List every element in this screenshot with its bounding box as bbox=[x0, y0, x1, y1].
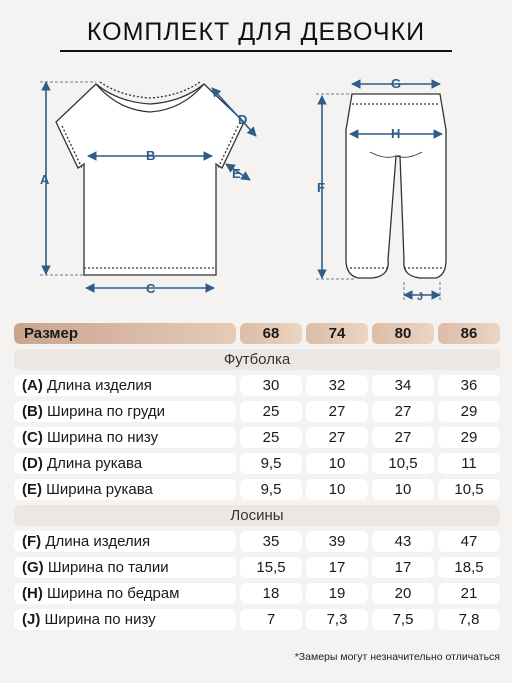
row-code: (A) bbox=[22, 377, 43, 394]
table-cell: 27 bbox=[306, 401, 368, 422]
table-cell: 18,5 bbox=[438, 557, 500, 578]
row-code: (G) bbox=[22, 559, 44, 576]
row-text: Ширина по талии bbox=[43, 559, 169, 576]
table-cell: 32 bbox=[306, 375, 368, 396]
size-table bbox=[10, 318, 504, 635]
table-cell: 11 bbox=[438, 453, 500, 474]
table-cell: 7 bbox=[240, 609, 302, 630]
table-cell: 19 bbox=[306, 583, 368, 604]
size-header-label: Размер bbox=[14, 323, 236, 344]
page-title: КОМПЛЕКТ ДЛЯ ДЕВОЧКИ bbox=[86, 18, 426, 46]
row-text: Ширина по груди bbox=[42, 403, 166, 420]
row-code: (J) bbox=[22, 611, 41, 628]
row-label bbox=[14, 479, 236, 500]
table-cell: 7,8 bbox=[438, 609, 500, 630]
table-cell: 27 bbox=[372, 401, 434, 422]
row-code: (F) bbox=[22, 533, 42, 550]
dim-c-label: C bbox=[146, 281, 156, 296]
row-code: (H) bbox=[22, 585, 43, 602]
table-cell: 29 bbox=[438, 427, 500, 448]
row-text: Ширина по низу bbox=[40, 611, 156, 628]
table-row bbox=[14, 557, 500, 578]
size-diagram bbox=[0, 60, 512, 310]
table-cell: 27 bbox=[372, 427, 434, 448]
dim-g-label: G bbox=[391, 76, 402, 91]
row-code: (D) bbox=[22, 455, 43, 472]
table-cell: 9,5 bbox=[240, 453, 302, 474]
row-text: Длина рукава bbox=[42, 455, 143, 472]
dim-a-label: A bbox=[40, 172, 50, 187]
table-row bbox=[14, 479, 500, 500]
table-cell: 10 bbox=[372, 479, 434, 500]
table-row bbox=[14, 531, 500, 552]
title-underline bbox=[60, 50, 452, 52]
table-cell: 21 bbox=[438, 583, 500, 604]
row-label bbox=[14, 583, 236, 604]
size-header-86: 86 bbox=[438, 323, 500, 344]
table-cell: 34 bbox=[372, 375, 434, 396]
row-label bbox=[14, 427, 236, 448]
row-label bbox=[14, 609, 236, 630]
table-cell: 20 bbox=[372, 583, 434, 604]
table-cell: 25 bbox=[240, 427, 302, 448]
row-code: (E) bbox=[22, 481, 42, 498]
table-cell: 10 bbox=[306, 453, 368, 474]
row-label bbox=[14, 375, 236, 396]
table-cell: 30 bbox=[240, 375, 302, 396]
dim-j-label: J bbox=[417, 291, 424, 303]
row-text: Ширина по низу bbox=[42, 429, 159, 446]
table-row bbox=[14, 375, 500, 396]
size-header-74: 74 bbox=[306, 323, 368, 344]
row-label bbox=[14, 531, 236, 552]
row-label bbox=[14, 453, 236, 474]
row-text: Ширина рукава bbox=[42, 481, 153, 498]
table-cell: 7,5 bbox=[372, 609, 434, 630]
section-leggings: Лосины bbox=[14, 505, 500, 526]
dim-d-label: D bbox=[238, 112, 248, 127]
table-cell: 47 bbox=[438, 531, 500, 552]
table-cell: 27 bbox=[306, 427, 368, 448]
table-cell: 25 bbox=[240, 401, 302, 422]
section-tshirt: Футболка bbox=[14, 349, 500, 370]
table-cell: 36 bbox=[438, 375, 500, 396]
dim-e-label: E bbox=[232, 166, 241, 181]
dim-f-label: F bbox=[317, 180, 325, 195]
table-row bbox=[14, 401, 500, 422]
row-code: (B) bbox=[22, 403, 43, 420]
table-row bbox=[14, 609, 500, 630]
row-code: (C) bbox=[22, 429, 43, 446]
table-cell: 29 bbox=[438, 401, 500, 422]
table-cell: 43 bbox=[372, 531, 434, 552]
dim-b-label: B bbox=[146, 148, 156, 163]
table-cell: 39 bbox=[306, 531, 368, 552]
table-row bbox=[14, 453, 500, 474]
table-cell: 15,5 bbox=[240, 557, 302, 578]
table-cell: 17 bbox=[306, 557, 368, 578]
table-cell: 17 bbox=[372, 557, 434, 578]
row-text: Ширина по бедрам bbox=[42, 585, 180, 602]
row-text: Длина изделия bbox=[41, 533, 151, 550]
dim-h-label: H bbox=[391, 126, 401, 141]
table-cell: 10,5 bbox=[372, 453, 434, 474]
table-header-row bbox=[14, 323, 500, 344]
row-label bbox=[14, 401, 236, 422]
row-text: Длина изделия bbox=[42, 377, 152, 394]
table-cell: 9,5 bbox=[240, 479, 302, 500]
size-header-80: 80 bbox=[372, 323, 434, 344]
row-label bbox=[14, 557, 236, 578]
table-cell: 18 bbox=[240, 583, 302, 604]
table-cell: 7,3 bbox=[306, 609, 368, 630]
table-cell: 10 bbox=[306, 479, 368, 500]
table-cell: 35 bbox=[240, 531, 302, 552]
table-cell: 10,5 bbox=[438, 479, 500, 500]
size-header-68: 68 bbox=[240, 323, 302, 344]
leggings-drawing bbox=[346, 94, 446, 278]
tshirt-drawing bbox=[56, 82, 244, 275]
table-row bbox=[14, 427, 500, 448]
table-row bbox=[14, 583, 500, 604]
disclaimer-note: *Замеры могут незначительно отличаться bbox=[294, 651, 500, 663]
